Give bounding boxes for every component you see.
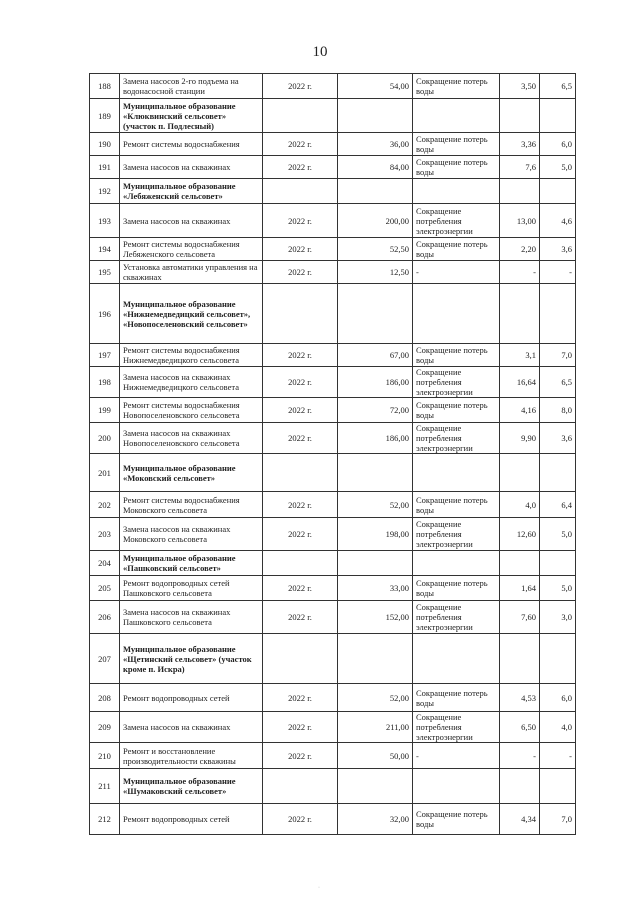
row-number: 208: [90, 684, 120, 712]
row-cost: 12,50: [338, 261, 413, 284]
row-number: 206: [90, 601, 120, 634]
row-name: Муниципальное образование «Пашковский сельсовет»: [120, 551, 263, 576]
row-name: Ремонт системы водоснабжения Новопоселеновского сельсовета: [120, 398, 263, 423]
row-name: Замена насосов на скважинах Нижнемедведицкого сельсовета: [120, 367, 263, 398]
row-effect: Сокращение потребления электроэнергии: [413, 204, 500, 238]
row-cost: 33,00: [338, 576, 413, 601]
row-value-1: [500, 179, 540, 204]
row-name: Муниципальное образование «Щетинский сельсовет» (участок кроме п. Искра): [120, 634, 263, 684]
table-row: [90, 204, 576, 238]
row-value-1: [500, 99, 540, 133]
row-effect: Сокращение потерь воды: [413, 238, 500, 261]
row-number: 192: [90, 179, 120, 204]
row-year: 2022 г.: [263, 601, 338, 634]
row-value-1: [500, 769, 540, 804]
row-effect: [413, 179, 500, 204]
table-row: [90, 684, 576, 712]
row-value-2: 5,0: [540, 518, 576, 551]
table-row: [90, 74, 576, 99]
row-value-2: -: [540, 261, 576, 284]
row-value-1: 3,1: [500, 344, 540, 367]
row-cost: [338, 634, 413, 684]
row-year: 2022 г.: [263, 804, 338, 835]
row-effect: Сокращение потерь воды: [413, 156, 500, 179]
row-name: Замена насосов на скважинах Пашковского сельсовета: [120, 601, 263, 634]
row-value-2: [540, 284, 576, 344]
table-row: [90, 518, 576, 551]
row-value-1: 12,60: [500, 518, 540, 551]
row-effect: Сокращение потерь воды: [413, 398, 500, 423]
row-year: [263, 179, 338, 204]
row-value-2: 3,6: [540, 238, 576, 261]
page-number: 10: [312, 44, 328, 60]
row-name: Муниципальное образование «Клюквинский сельсовет» (участок п. Подлесный): [120, 99, 263, 133]
row-effect: Сокращение потребления электроэнергии: [413, 367, 500, 398]
row-value-2: [540, 769, 576, 804]
row-year: 2022 г.: [263, 743, 338, 769]
row-number: 189: [90, 99, 120, 133]
row-value-1: -: [500, 261, 540, 284]
section-header-row: [90, 634, 576, 684]
row-year: [263, 634, 338, 684]
section-header-row: [90, 99, 576, 133]
row-cost: [338, 284, 413, 344]
row-value-2: [540, 551, 576, 576]
table-row: [90, 712, 576, 743]
table-row: [90, 743, 576, 769]
row-cost: 52,50: [338, 238, 413, 261]
row-number: 203: [90, 518, 120, 551]
row-year: [263, 99, 338, 133]
row-year: 2022 г.: [263, 423, 338, 454]
row-name: Замена насосов на скважинах: [120, 204, 263, 238]
row-value-2: [540, 99, 576, 133]
row-effect: Сокращение потерь воды: [413, 492, 500, 518]
row-cost: 186,00: [338, 367, 413, 398]
row-number: 201: [90, 454, 120, 492]
row-value-2: 7,0: [540, 804, 576, 835]
row-value-1: 4,53: [500, 684, 540, 712]
row-cost: 186,00: [338, 423, 413, 454]
row-number: 212: [90, 804, 120, 835]
row-year: 2022 г.: [263, 684, 338, 712]
table-row: [90, 601, 576, 634]
row-effect: Сокращение потребления электроэнергии: [413, 423, 500, 454]
page-mark: ·: [318, 885, 320, 891]
row-number: 191: [90, 156, 120, 179]
row-value-2: 3,6: [540, 423, 576, 454]
row-cost: [338, 454, 413, 492]
table-row: [90, 423, 576, 454]
row-cost: 52,00: [338, 684, 413, 712]
row-value-2: 7,0: [540, 344, 576, 367]
row-number: 197: [90, 344, 120, 367]
row-effect: [413, 551, 500, 576]
row-name: Муниципальное образование «Лебяженский сельсовет»: [120, 179, 263, 204]
row-number: 204: [90, 551, 120, 576]
row-name: Замена насосов на скважинах: [120, 156, 263, 179]
row-value-1: 9,90: [500, 423, 540, 454]
row-number: 205: [90, 576, 120, 601]
row-name: Установка автоматики управления на скважинах: [120, 261, 263, 284]
row-value-2: [540, 454, 576, 492]
row-value-2: 6,5: [540, 367, 576, 398]
row-number: 209: [90, 712, 120, 743]
row-value-1: 13,00: [500, 204, 540, 238]
row-cost: 84,00: [338, 156, 413, 179]
row-year: 2022 г.: [263, 261, 338, 284]
row-effect: Сокращение потерь воды: [413, 344, 500, 367]
row-cost: 200,00: [338, 204, 413, 238]
row-effect: Сокращение потерь воды: [413, 74, 500, 99]
row-number: 210: [90, 743, 120, 769]
row-name: Ремонт системы водоснабжения Моковского сельсовета: [120, 492, 263, 518]
row-number: 199: [90, 398, 120, 423]
row-number: 202: [90, 492, 120, 518]
row-value-1: [500, 454, 540, 492]
row-value-1: 16,64: [500, 367, 540, 398]
row-cost: 54,00: [338, 74, 413, 99]
row-value-2: 5,0: [540, 576, 576, 601]
row-year: 2022 г.: [263, 133, 338, 156]
row-year: 2022 г.: [263, 492, 338, 518]
row-number: 193: [90, 204, 120, 238]
row-cost: 32,00: [338, 804, 413, 835]
row-effect: Сокращение потерь воды: [413, 804, 500, 835]
row-effect: Сокращение потребления электроэнергии: [413, 518, 500, 551]
row-year: 2022 г.: [263, 712, 338, 743]
row-number: 198: [90, 367, 120, 398]
row-value-2: -: [540, 743, 576, 769]
table-row: [90, 344, 576, 367]
row-name: Замена насосов 2-го подъема на водонасосной станции: [120, 74, 263, 99]
row-name: Ремонт системы водоснабжения Нижнемедведицкого сельсовета: [120, 344, 263, 367]
row-value-2: 8,0: [540, 398, 576, 423]
row-cost: 50,00: [338, 743, 413, 769]
row-effect: [413, 284, 500, 344]
row-cost: [338, 179, 413, 204]
row-cost: 36,00: [338, 133, 413, 156]
row-value-2: 6,0: [540, 684, 576, 712]
row-year: 2022 г.: [263, 576, 338, 601]
measures-table: [89, 73, 576, 835]
row-value-2: [540, 634, 576, 684]
row-value-2: 4,6: [540, 204, 576, 238]
table-row: [90, 261, 576, 284]
row-year: [263, 551, 338, 576]
row-year: [263, 284, 338, 344]
row-year: 2022 г.: [263, 398, 338, 423]
row-effect: [413, 634, 500, 684]
table-row: [90, 367, 576, 398]
row-number: 194: [90, 238, 120, 261]
row-name: Муниципальное образование «Нижнемедведицкий сельсовет», «Новопоселеновский сельсовет»: [120, 284, 263, 344]
row-effect: Сокращение потерь воды: [413, 133, 500, 156]
row-year: 2022 г.: [263, 518, 338, 551]
row-number: 188: [90, 74, 120, 99]
row-value-1: 6,50: [500, 712, 540, 743]
row-cost: [338, 99, 413, 133]
row-value-1: [500, 634, 540, 684]
row-effect: Сокращение потерь воды: [413, 576, 500, 601]
row-year: [263, 454, 338, 492]
section-header-row: [90, 284, 576, 344]
row-year: 2022 г.: [263, 367, 338, 398]
row-year: 2022 г.: [263, 204, 338, 238]
table-row: [90, 492, 576, 518]
row-name: Замена насосов на скважинах Новопоселеновского сельсовета: [120, 423, 263, 454]
row-year: 2022 г.: [263, 344, 338, 367]
row-cost: 52,00: [338, 492, 413, 518]
row-value-1: 3,36: [500, 133, 540, 156]
row-effect: Сокращение потерь воды: [413, 684, 500, 712]
table-row: [90, 156, 576, 179]
table-row: [90, 576, 576, 601]
row-value-1: [500, 284, 540, 344]
row-year: [263, 769, 338, 804]
row-cost: 198,00: [338, 518, 413, 551]
row-value-2: 3,0: [540, 601, 576, 634]
row-value-2: 6,5: [540, 74, 576, 99]
row-effect: -: [413, 261, 500, 284]
row-year: 2022 г.: [263, 74, 338, 99]
row-cost: 72,00: [338, 398, 413, 423]
row-cost: [338, 551, 413, 576]
row-value-1: 2,20: [500, 238, 540, 261]
row-value-2: 6,0: [540, 133, 576, 156]
row-name: Замена насосов на скважинах Моковского сельсовета: [120, 518, 263, 551]
row-value-1: -: [500, 743, 540, 769]
row-year: 2022 г.: [263, 156, 338, 179]
row-value-1: 4,0: [500, 492, 540, 518]
row-effect: [413, 769, 500, 804]
row-name: Ремонт водопроводных сетей: [120, 804, 263, 835]
row-name: Ремонт водопроводных сетей Пашковского сельсовета: [120, 576, 263, 601]
row-number: 190: [90, 133, 120, 156]
row-value-2: 4,0: [540, 712, 576, 743]
table-row: [90, 804, 576, 835]
table-row: [90, 133, 576, 156]
row-cost: 67,00: [338, 344, 413, 367]
row-effect: [413, 454, 500, 492]
row-name: Ремонт системы водоснабжения Лебяженского сельсовета: [120, 238, 263, 261]
section-header-row: [90, 454, 576, 492]
row-effect: [413, 99, 500, 133]
row-name: Муниципальное образование «Шумаковский сельсовет»: [120, 769, 263, 804]
row-value-1: 3,50: [500, 74, 540, 99]
row-number: 211: [90, 769, 120, 804]
row-number: 195: [90, 261, 120, 284]
row-cost: 211,00: [338, 712, 413, 743]
section-header-row: [90, 551, 576, 576]
row-number: 207: [90, 634, 120, 684]
row-value-1: 4,34: [500, 804, 540, 835]
row-year: 2022 г.: [263, 238, 338, 261]
row-name: Замена насосов на скважинах: [120, 712, 263, 743]
row-value-1: 7,6: [500, 156, 540, 179]
row-value-1: 7,60: [500, 601, 540, 634]
row-name: Ремонт системы водоснабжения: [120, 133, 263, 156]
table-row: [90, 398, 576, 423]
row-effect: -: [413, 743, 500, 769]
row-value-1: 1,64: [500, 576, 540, 601]
section-header-row: [90, 769, 576, 804]
row-name: Муниципальное образование «Моковский сельсовет»: [120, 454, 263, 492]
row-value-2: [540, 179, 576, 204]
row-name: Ремонт водопроводных сетей: [120, 684, 263, 712]
row-effect: Сокращение потребления электроэнергии: [413, 712, 500, 743]
row-cost: 152,00: [338, 601, 413, 634]
section-header-row: [90, 179, 576, 204]
row-cost: [338, 769, 413, 804]
row-value-2: 5,0: [540, 156, 576, 179]
row-number: 196: [90, 284, 120, 344]
table-row: [90, 238, 576, 261]
row-effect: Сокращение потребления электроэнергии: [413, 601, 500, 634]
row-value-1: 4,16: [500, 398, 540, 423]
row-value-2: 6,4: [540, 492, 576, 518]
row-number: 200: [90, 423, 120, 454]
row-name: Ремонт и восстановление производительности скважины: [120, 743, 263, 769]
row-value-1: [500, 551, 540, 576]
